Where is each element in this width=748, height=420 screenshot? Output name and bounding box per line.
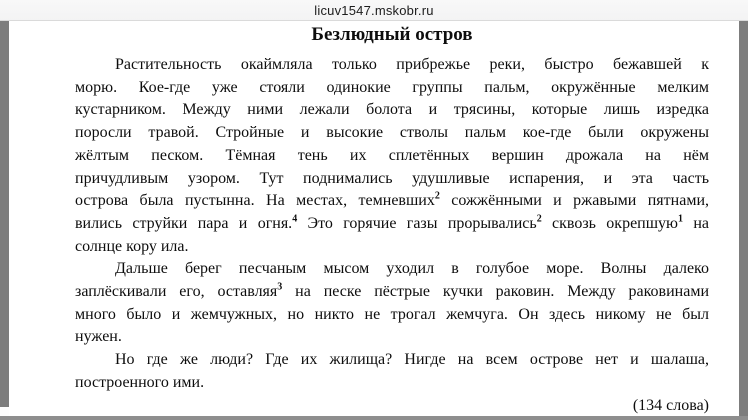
superscript-mark: 1 bbox=[678, 213, 684, 225]
text-line: много было и жемчужных, но никто не трогал жемчуга. Он здесь никому не был bbox=[75, 305, 709, 323]
superscript-mark: 2 bbox=[434, 190, 440, 202]
superscript-mark: 3 bbox=[277, 281, 283, 293]
text-line: вились струйки пара и огня.$^4$ Это горячие газы прорывались$^2$ сквозь окрепшую$^1$ на bbox=[75, 213, 710, 232]
address-bar[interactable] bbox=[0, 0, 748, 21]
text-line: нужен. bbox=[75, 328, 122, 346]
text-line: кустарником. Между ними лежали болота и трясины, которые лишь изредка bbox=[75, 101, 709, 119]
paragraph bbox=[75, 349, 709, 394]
url-text: licuv1547.mskobr.ru bbox=[314, 2, 434, 18]
superscript-mark: 4 bbox=[292, 213, 298, 225]
text-line: построенного ими. bbox=[75, 373, 205, 391]
document-body bbox=[75, 54, 709, 395]
right-gutter-strip bbox=[739, 21, 748, 420]
text-line: причудливым узором. Тут поднимались удушливые испарения, и эта часть bbox=[75, 169, 709, 187]
text-line: острова была пустынна. На местах, темневших$^2$ сожжёнными и ржавыми пятнами, bbox=[75, 190, 710, 210]
left-gutter-strip bbox=[0, 21, 9, 407]
text-line: жёлтым песком. Тёмная тень их сплетённых вершин дрожала на нём bbox=[75, 146, 709, 164]
document-page bbox=[9, 21, 739, 416]
paragraph bbox=[75, 54, 709, 258]
superscript-mark: 2 bbox=[536, 213, 542, 225]
viewer-stage bbox=[0, 21, 748, 420]
text-line: Растительность окаймляла только прибрежье реки, быстро бежавшей к bbox=[115, 56, 709, 73]
text-line: Но где же люди? Где их жилища? Нигде на всем острове нет и шалаша, bbox=[115, 351, 709, 369]
text-line: Дальше берег песчаным мысом уходил в голубое море. Волны далеко bbox=[115, 260, 709, 278]
page-title: Безлюдный остров bbox=[311, 24, 473, 45]
paragraph bbox=[75, 258, 709, 349]
text-line: поросли травой. Стройные и высокие стволы пальм кое-где были окружены bbox=[75, 124, 709, 142]
bottom-edge-bar bbox=[0, 416, 748, 420]
text-line: солнце кору ила. bbox=[75, 237, 189, 255]
word-count: (134 слова) bbox=[632, 396, 709, 414]
text-line: заплёскивали его, оставляя$^3$ на песке пёстрые кучки раковин. Между раковинами bbox=[75, 281, 710, 301]
text-line: морю. Кое-где уже стояли одинокие группы пальм, окружённые мелким bbox=[75, 78, 709, 96]
